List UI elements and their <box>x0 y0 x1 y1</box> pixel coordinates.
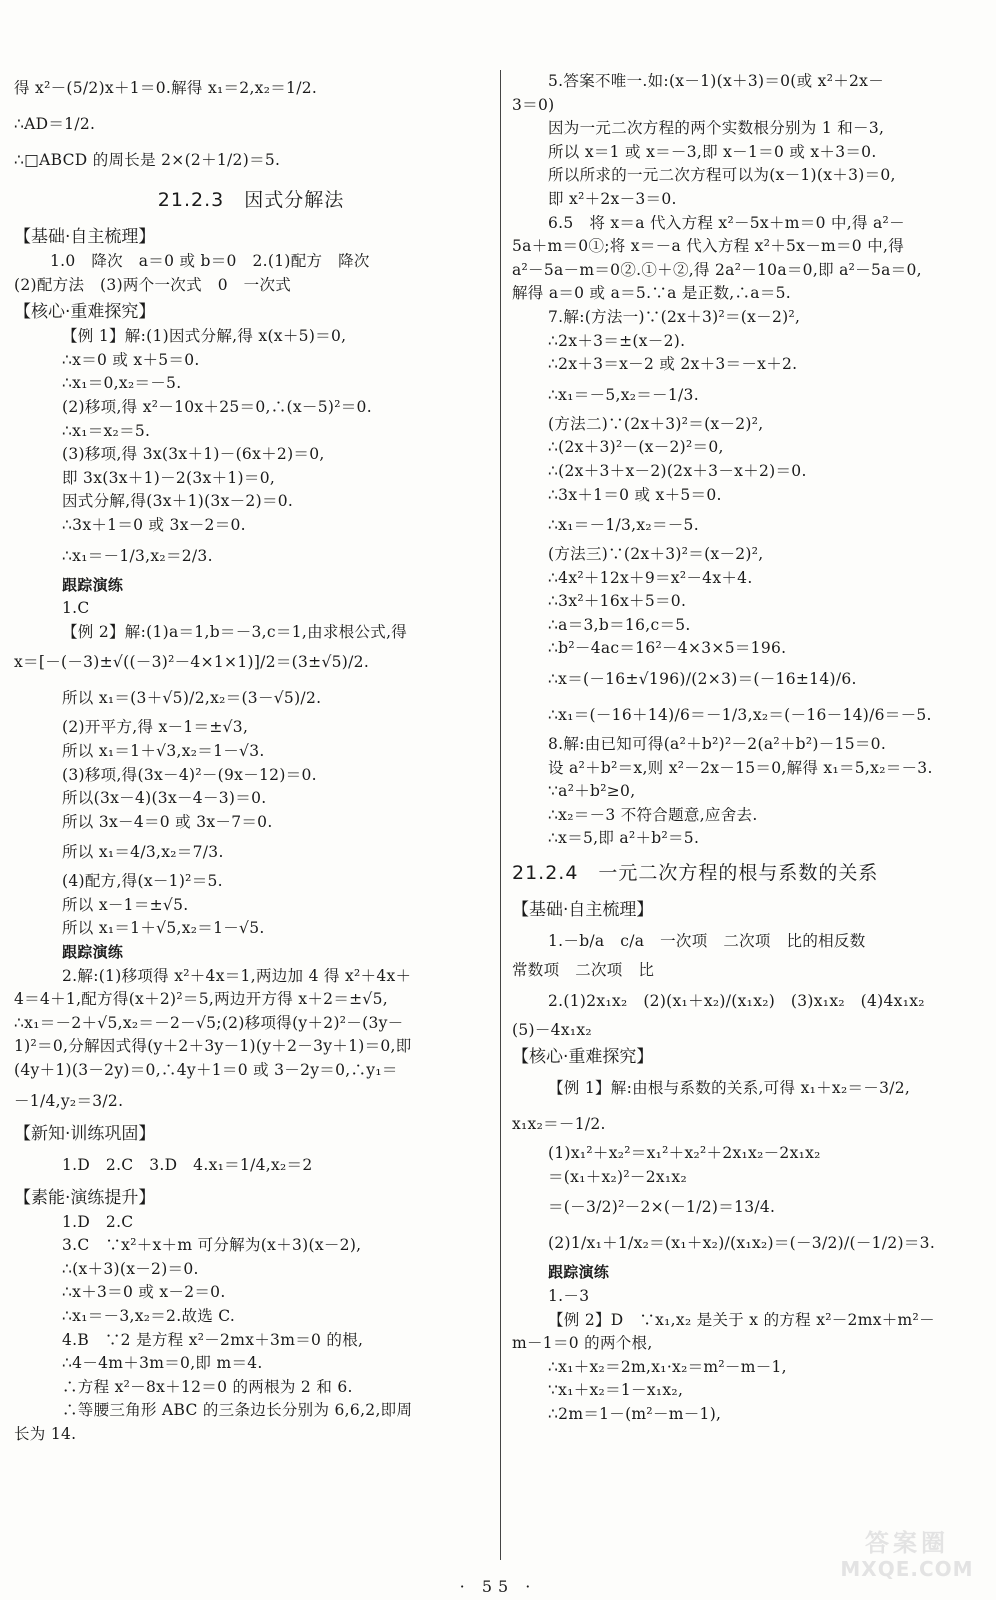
text-line: 1.－b/a c/a 一次项 二次项 比的相反数 <box>548 932 866 951</box>
text-line: (方法三)∵(2x＋3)²＝(x－2)², <box>548 545 764 564</box>
text-line: ∴x₁＝－1/3,x₂＝2/3. <box>62 546 213 565</box>
sub-heading: 跟踪演练 <box>548 1263 610 1282</box>
right-column <box>512 70 984 1427</box>
text-line: 6.5 将 x＝a 代入方程 x²－5x＋m＝0 中,得 a²－ <box>548 213 905 232</box>
text-line: 4.B ∵2 是方程 x²－2mx＋3m＝0 的根, <box>62 1330 364 1349</box>
block-tag: 【素能·演练提升】 <box>14 1187 156 1208</box>
text-line: ∴x＝0 或 x＋5＝0. <box>62 350 200 369</box>
text-line: ∴等腰三角形 ABC 的三条边长分别为 6,6,2,即周 <box>62 1401 413 1420</box>
text-line: ∴4x²＋12x＋9＝x²－4x＋4. <box>548 568 753 587</box>
text-line: ∴x₁＝x₂＝5. <box>62 421 151 440</box>
block-tag: 【核心·重难探究】 <box>14 302 156 323</box>
text-line: ∴x₁＝－1/3,x₂＝－5. <box>548 516 699 535</box>
text-line: (4y＋1)(3－2y)＝0,∴4y＋1＝0 或 3－2y＝0,∴y₁＝ <box>14 1061 398 1080</box>
text-line: ∴(2x＋3)²－(x－2)²＝0, <box>548 438 724 457</box>
block-tag: 【核心·重难探究】 <box>512 1047 654 1068</box>
text-line: 1.0 降次 a＝0 或 b＝0 2.(1)配方 降次 <box>50 252 370 270</box>
text-line: ∴2x＋3＝±(x－2). <box>548 331 686 350</box>
text-line: 解得 a＝0 或 a＝5.∵a 是正数,∴a＝5. <box>512 284 792 303</box>
text-line: 得 x²－(5/2)x＋1＝0.解得 x₁＝2,x₂＝1/2. <box>14 79 318 97</box>
watermark-logo <box>832 1530 982 1586</box>
text-line: 【例 2】D ∵x₁,x₂ 是关于 x 的方程 x²－2mx＋m²－ <box>548 1310 935 1329</box>
text-line: 4＝4＋1,配方得(x＋2)²＝5,两边开方得 x＋2＝±√5, <box>14 990 388 1009</box>
text-line: 2.(1)2x₁x₂ (2)(x₁＋x₂)/(x₁x₂) (3)x₁x₂ (4)4x₁x₂ <box>548 991 925 1010</box>
text-line: 3＝0) <box>512 95 555 114</box>
text-line: ∴x₁＝－5,x₂＝－1/3. <box>548 385 699 404</box>
text-line: a²－5a－m＝0②.①＋②,得 2a²－10a＝0,即 a²－5a＝0, <box>512 260 922 279</box>
text-line: 所以所求的一元二次方程可以为(x－1)(x＋3)＝0, <box>548 166 896 185</box>
text-line: x₁x₂＝－1/2. <box>512 1115 606 1134</box>
text-line: ∴3x＋1＝0 或 x＋5＝0. <box>548 485 722 504</box>
block-tag: 【基础·自主梳理】 <box>512 900 654 921</box>
text-line: 1.－3 <box>548 1287 590 1305</box>
text-line: 1.D 2.C <box>62 1212 134 1231</box>
column-divider <box>500 70 501 1560</box>
text-line: ∴x₁＝(－16＋14)/6＝－1/3,x₂＝(－16－14)/6＝－5. <box>548 706 932 725</box>
text-line: ＝(x₁＋x₂)²－2x₁x₂ <box>548 1167 687 1186</box>
section-heading: 21.2.3 因式分解法 <box>157 189 345 211</box>
text-line: (3)移项,得(3x－4)²－(9x－12)＝0. <box>62 765 317 784</box>
text-line: (4)配方,得(x－1)²＝5. <box>62 872 223 891</box>
text-line: 设 a²＋b²＝x,则 x²－2x－15＝0,解得 x₁＝5,x₂＝－3. <box>548 758 933 777</box>
block-tag: 【新知·训练巩固】 <box>14 1123 156 1144</box>
text-line: ∴a＝3,b＝16,c＝5. <box>548 615 691 634</box>
sub-heading: 跟踪演练 <box>62 575 124 594</box>
text-line: m－1＝0 的两个根, <box>512 1334 653 1353</box>
block-tag: 【基础·自主梳理】 <box>14 227 156 247</box>
text-line: ∴x＋3＝0 或 x－2＝0. <box>62 1283 226 1302</box>
text-line: 即 x²＋2x－3＝0. <box>548 189 677 208</box>
text-line: －1/4,y₂＝3/2. <box>14 1091 124 1110</box>
text-line: (2)开平方,得 x－1＝±√3, <box>62 718 249 737</box>
watermark-top: 答案圈 <box>865 1529 949 1557</box>
text-line: ＝(－3/2)²－2×(－1/2)＝13/4. <box>548 1198 776 1217</box>
text-line: ∴x＝(－16±√196)/(2×3)＝(－16±14)/6. <box>548 670 857 689</box>
left-column <box>14 70 488 1447</box>
text-line: (2)移项,得 x²－10x＋25＝0,∴(x－5)²＝0. <box>62 397 372 416</box>
text-line: ∴(2x＋3＋x－2)(2x＋3－x＋2)＝0. <box>548 461 807 480</box>
text-line: 所以 x₁＝(3＋√5)/2,x₂＝(3－√5)/2. <box>62 689 322 708</box>
text-line: ∴x₁＋x₂＝2m,x₁·x₂＝m²－m－1, <box>548 1357 787 1376</box>
text-line: (2)配方法 (3)两个一次式 0 一次式 <box>14 275 292 294</box>
text-line: ∴□ABCD 的周长是 2×(2＋1/2)＝5. <box>14 151 281 169</box>
text-line: 3.C ∵x²＋x＋m 可分解为(x＋3)(x－2), <box>62 1236 362 1255</box>
text-line: 所以 3x－4＝0 或 3x－7＝0. <box>62 812 273 831</box>
section-heading: 21.2.4 一元二次方程的根与系数的关系 <box>512 862 879 885</box>
text-line: ∴(x＋3)(x－2)＝0. <box>62 1259 199 1278</box>
text-line: (3)移项,得 3x(3x＋1)－(6x＋2)＝0, <box>62 445 325 464</box>
text-line: 1.C <box>62 599 90 618</box>
text-line: 因为一元二次方程的两个实数根分别为 1 和－3, <box>548 119 885 138</box>
text-line: ∴3x²＋16x＋5＝0. <box>548 592 687 611</box>
text-line: 1)²＝0,分解因式得(y＋2＋3y－1)(y＋2－3y＋1)＝0,即 <box>14 1037 412 1056</box>
text-line: ∴方程 x²－8x＋12＝0 的两根为 2 和 6. <box>62 1377 353 1396</box>
text-line: 即 3x(3x＋1)－2(3x＋1)＝0, <box>62 468 276 487</box>
text-line: ∴x＝5,即 a²＋b²＝5. <box>548 829 700 848</box>
text-line: ∴2x＋3＝x－2 或 2x＋3＝－x＋2. <box>548 355 798 374</box>
text-line: ∴b²－4ac＝16²－4×3×5＝196. <box>548 639 787 658</box>
sub-heading: 跟踪演练 <box>62 943 124 962</box>
text-line: ∵x₁＋x₂＝1－x₁x₂, <box>548 1381 684 1400</box>
text-line: ∴x₁＝－3,x₂＝2.故选 C. <box>62 1307 236 1325</box>
text-line: 所以 x₁＝4/3,x₂＝7/3. <box>62 843 224 862</box>
text-line: ∴AD＝1/2. <box>14 115 96 133</box>
text-line: x＝[－(－3)±√((－3)²－4×1×1)]/2＝(3±√5)/2. <box>14 653 370 672</box>
text-line: 所以 x＝1 或 x＝－3,即 x－1＝0 或 x＋3＝0. <box>548 142 877 161</box>
text-line: 2.解:(1)移项得 x²＋4x＝1,两边加 4 得 x²＋4x＋ <box>62 966 412 985</box>
text-line: ∴x₁＝0,x₂＝－5. <box>62 374 182 393</box>
text-line: (方法二)∵(2x＋3)²＝(x－2)², <box>548 414 764 433</box>
text-line: 【例 1】解:由根与系数的关系,可得 x₁＋x₂＝－3/2, <box>548 1079 911 1098</box>
text-line: ∴x₂＝－3 不符合题意,应舍去. <box>548 805 758 824</box>
watermark-bottom: MXQE.COM <box>840 1557 974 1581</box>
text-line: ∴3x＋1＝0 或 3x－2＝0. <box>62 515 246 534</box>
text-line: 所以 x₁＝1＋√5,x₂＝1－√5. <box>62 919 265 938</box>
text-line: ∴4－4m＋3m＝0,即 m＝4. <box>62 1354 263 1373</box>
text-line: 5a＋m＝0①;将 x＝－a 代入方程 x²＋5x－m＝0 中,得 <box>512 237 905 256</box>
text-line: 8.解:由已知可得(a²＋b²)²－2(a²＋b²)－15＝0. <box>548 735 887 754</box>
text-line: 所以(3x－4)(3x－4－3)＝0. <box>62 789 267 808</box>
text-line: 【例 1】解:(1)因式分解,得 x(x＋5)＝0, <box>62 327 347 346</box>
text-line: 所以 x₁＝1＋√3,x₂＝1－√3. <box>62 741 265 760</box>
text-line: (5)－4x₁x₂ <box>512 1020 592 1039</box>
page-number: · 55 · <box>459 1577 537 1596</box>
text-line: 【例 2】解:(1)a＝1,b＝－3,c＝1,由求根公式,得 <box>62 622 408 641</box>
text-line: 因式分解,得(3x＋1)(3x－2)＝0. <box>62 492 294 511</box>
text-line: (2)1/x₁＋1/x₂＝(x₁＋x₂)/(x₁x₂)＝(－3/2)/(－1/2)＝3. <box>548 1234 936 1253</box>
text-line: 1.D 2.C 3.D 4.x₁＝1/4,x₂＝2 <box>62 1155 313 1174</box>
text-line: 长为 14. <box>14 1424 77 1443</box>
text-line: 7.解:(方法一)∵(2x＋3)²＝(x－2)², <box>548 307 801 326</box>
text-line: ∴x₁＝－2＋√5,x₂＝－2－√5;(2)移项得(y＋2)²－(3y－ <box>14 1013 404 1032</box>
text-line: ∵a²＋b²≥0, <box>548 782 636 801</box>
text-line: 所以 x－1＝±√5. <box>62 895 189 914</box>
text-line: 5.答案不唯一.如:(x－1)(x＋3)＝0(或 x²＋2x－ <box>548 72 885 90</box>
text-line: ∴2m＝1－(m²－m－1), <box>548 1404 722 1423</box>
text-line: 常数项 二次项 比 <box>512 961 655 980</box>
text-line: (1)x₁²＋x₂²＝x₁²＋x₂²＋2x₁x₂－2x₁x₂ <box>548 1144 821 1163</box>
